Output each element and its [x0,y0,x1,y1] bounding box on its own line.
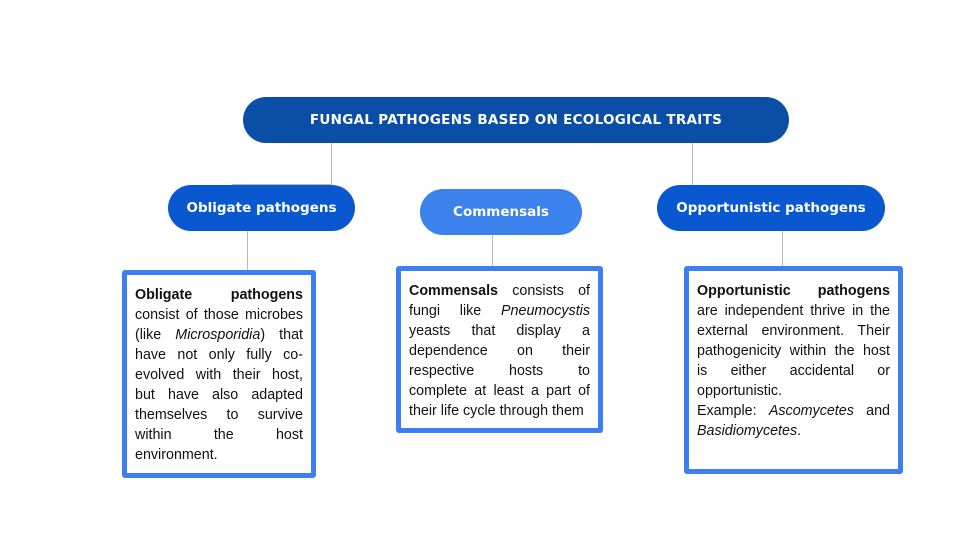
category-obligate-pathogens: Obligate pathogens [168,185,355,231]
description-term: Opportunistic pathogens [697,283,890,299]
description-text-obligate [135,285,303,465]
description-body: ) that have not only fully co-evolved with their host, but have also adapted themselves to survive within the host environment. [135,327,303,463]
description-body: consist of those microbes (like [135,307,303,343]
diagram-title: FUNGAL PATHOGENS BASED ON ECOLOGICAL TRAITS [243,97,789,143]
connector-cat3-box3 [782,231,783,266]
category-commensals: Commensals [420,189,582,235]
connector-title-right [692,143,693,185]
category-opportunistic-pathogens: Opportunistic pathogens [657,185,885,231]
description-box-opportunistic [684,266,903,474]
description-box-obligate [122,270,316,478]
description-text-commensals [409,281,590,421]
description-example [697,401,890,441]
description-box-commensals [396,266,603,433]
description-body: yeasts that display a dependence on their respective hosts to complete at least a part of their life cycle through them [409,323,590,419]
connector-title-left [331,143,332,185]
description-body: consists of fungi like [409,283,590,319]
connector-cat1-box1 [247,231,248,270]
connector-cat2-box2 [492,235,493,266]
description-species: Pneumocystis [501,303,590,319]
description-term: Commensals [409,283,498,299]
description-body: are independent thrive in the external environment. Their pathogenicity within the host is either accidental or opportunistic. [697,303,890,399]
example-prefix: Example: [697,403,769,419]
example-species-2: Basidiomycetes [697,423,798,439]
description-term: Obligate pathogens [135,287,303,303]
description-text-opportunistic [697,281,890,401]
example-species-1: Ascomycetes [768,403,854,419]
example-end: . [797,423,802,439]
example-mid: and [853,403,890,419]
description-species: Microsporidia [175,327,261,343]
